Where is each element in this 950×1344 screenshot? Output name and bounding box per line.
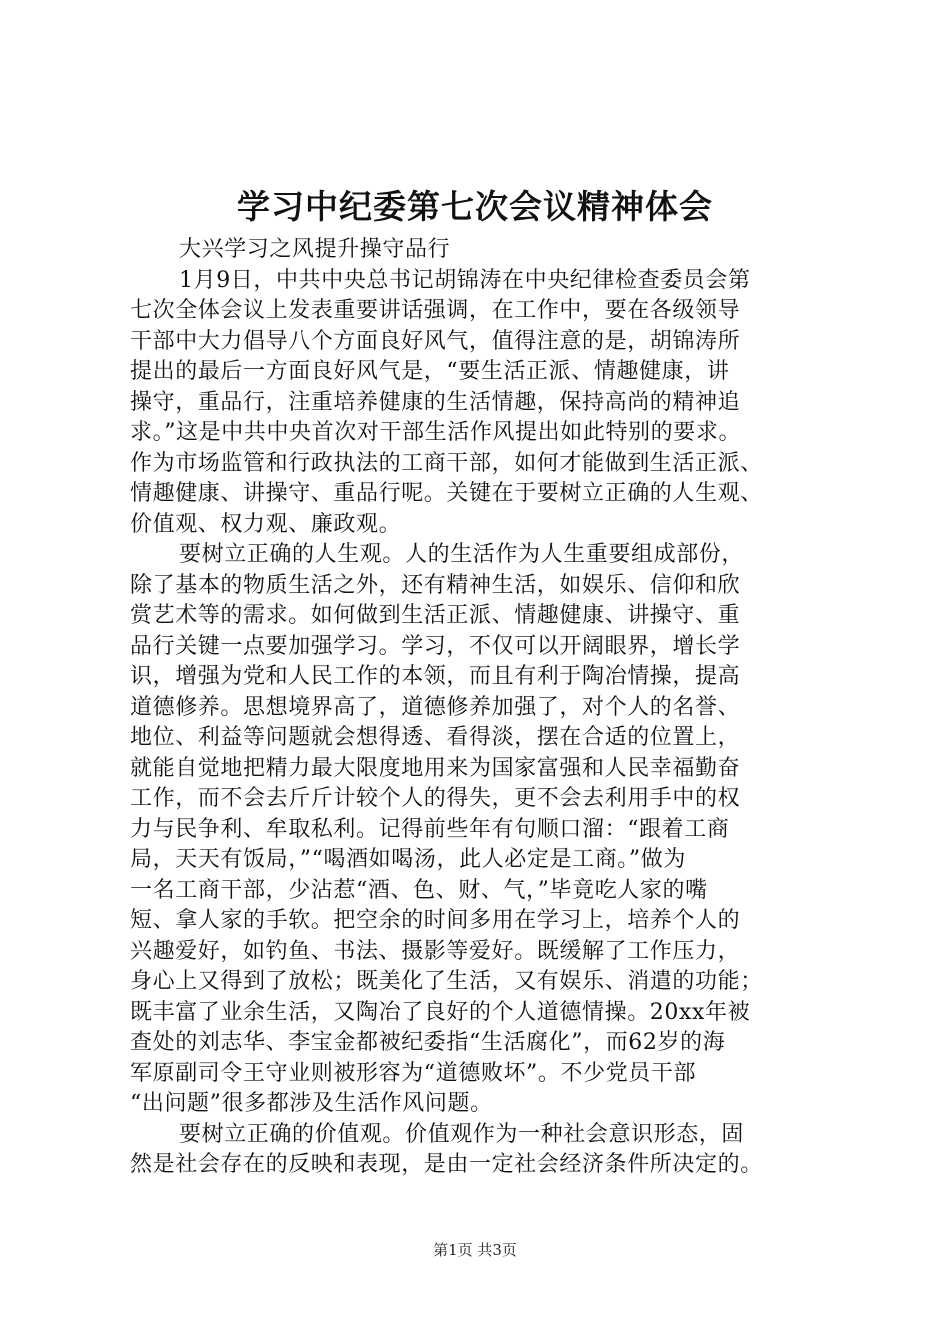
text-line: 要树立正确的人生观。人的生活作为人生重要组成部份，: [179, 542, 745, 567]
text-line: 操守，重品行，注重培养健康的生活情趣，保持高尚的精神追: [130, 389, 741, 415]
text-line: 品行关键一点要加强学习。学习，不仅可以开阔眼界，增长学: [130, 633, 741, 659]
text-line: 大兴学习之风提升操守品行: [179, 237, 451, 262]
text-line: 价值观、权力观、廉政观。: [130, 511, 402, 537]
text-line: 道德修养。思想境界高了，道德修养加强了，对个人的名誉、: [130, 694, 741, 720]
text-line: 军原副司令王守业则被形容为“道德败坏”。不少党员干部: [130, 1060, 697, 1086]
text-line: 要树立正确的价值观。价值观作为一种社会意识形态，固: [179, 1121, 745, 1147]
text-line: 工作，而不会去斤斤计较个人的得失，更不会去利用手中的权: [130, 786, 741, 811]
text-line: 地位、利益等问题就会想得透、看得淡，摆在合适的位置上，: [130, 725, 741, 750]
text-line: 识，增强为党和人民工作的本领，而且有利于陶冶情操，提高: [130, 664, 741, 689]
document-body: [130, 235, 820, 1181]
text-line: “出问题”很多都涉及生活作风问题。: [130, 1091, 493, 1116]
text-line: 七次全体会议上发表重要讲话强调，在工作中，要在各级领导: [130, 298, 741, 323]
document-title: 学习中纪委第七次会议精神体会: [237, 187, 713, 226]
page-footer: 第1页 共3页: [433, 1241, 517, 1259]
text-line: 兴趣爱好，如钓鱼、书法、摄影等爱好。既缓解了工作压力，: [130, 938, 741, 964]
text-line: 局，天天有饭局，”“喝酒如喝汤，此人必定是工商。”做为: [130, 847, 686, 872]
text-line: 1月9日，中共中央总书记胡锦涛在中央纪律检查委员会第: [179, 267, 751, 293]
text-line: 既丰富了业余生活，又陶冶了良好的个人道德情操。20xx年被: [130, 999, 751, 1025]
text-line: 作为市场监管和行政执法的工商干部，如何才能做到生活正派、: [130, 450, 763, 476]
text-line: 干部中大力倡导八个方面良好风气，值得注意的是，胡锦涛所: [130, 328, 741, 354]
text-line: 赏艺术等的需求。如何做到生活正派、情趣健康、讲操守、重: [130, 603, 741, 628]
text-line: 然是社会存在的反映和表现，是由一定社会经济条件所决定的。: [130, 1152, 763, 1177]
text-line: 查处的刘志华、李宝金都被纪委指“生活腐化”，而62岁的海: [130, 1030, 726, 1055]
text-line: 力与民争利、牟取私利。记得前些年有句顺口溜：“跟着工商: [130, 816, 730, 842]
text-line: 除了基本的物质生活之外，还有精神生活，如娱乐、信仰和欣: [130, 572, 741, 598]
text-line: 情趣健康、讲操守、重品行呢。关键在于要树立正确的人生观、: [130, 481, 763, 506]
text-line: 就能自觉地把精力最大限度地用来为国家富强和人民幸福勤奋: [130, 755, 741, 781]
text-line: 提出的最后一方面良好风气是，“要生活正派、情趣健康，讲: [130, 359, 730, 384]
text-line: 身心上又得到了放松；既美化了生活，又有娱乐、消遣的功能；: [130, 969, 763, 994]
text-line: 求。”这是中共中央首次对干部生活作风提出如此特别的要求。: [130, 420, 742, 445]
text-line: 短、拿人家的手软。把空余的时间多用在学习上，培养个人的: [130, 908, 741, 933]
text-line: 一名工商干部，少沾惹“酒、色、财、气，”毕竟吃人家的嘴: [130, 877, 708, 903]
